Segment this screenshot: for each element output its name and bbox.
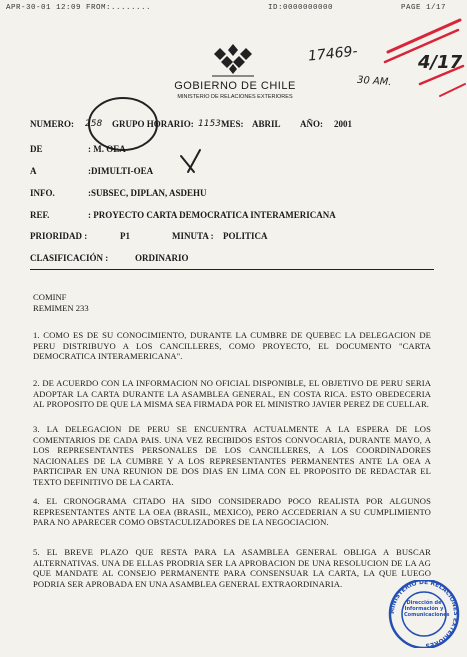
classification-label: CLASIFICACIÓN : <box>30 253 109 263</box>
month-value: ABRIL <box>252 119 281 129</box>
number-label: NUMERO: <box>30 119 74 129</box>
cominf: COMINF <box>33 292 67 302</box>
letterhead-title: GOBIERNO DE CHILE <box>174 80 296 92</box>
handwritten-page-fraction: 4/17 <box>418 52 463 73</box>
letterhead-subtitle: MINISTERIO DE RELACIONES EXTERIORES <box>177 94 293 100</box>
priority-label: PRIORIDAD : <box>30 231 88 241</box>
field-info <box>30 188 207 198</box>
group-value: 1153 <box>198 119 221 129</box>
fax-header-left: APR-30-01 12:09 FROM:........ <box>6 4 152 12</box>
field-label: A <box>30 166 37 176</box>
stamp-center-text: Dirección de Información y Comunicaciones <box>404 600 450 618</box>
handwritten-number: 17469- <box>307 43 359 65</box>
paragraph-4: 4. EL CRONOGRAMA CITADO HA SIDO CONSIDERADO POCO REALISTA POR ALGUNOS REPRESENTANTES ANTE LA OEA (BRASIL, MEXICO), PERO ACCEDERIAN A SU CUMPLIMIENTO PARA NO APARECER COMO OBSTACULIZADORES DE LA NEGOCIACION. <box>33 496 431 528</box>
paragraph-2: 2. DE ACUERDO CON LA INFORMACION NO OFICIAL DISPONIBLE, EL OBJETIVO DE PERU SERIA ADOPTAR LA CARTA DURANTE LA ASAMBLEA GENERAL, EN COSTA RICA. ESTO OBEDECERIA AL PROPOSITO DE QUE LA MISMA SEA FIRMADA POR EL MINISTRO JAVIER PEREZ DE CUELLAR. <box>33 378 431 410</box>
paragraph-3: 3. LA DELEGACION DE PERU SE ENCUENTRA ACTUALMENTE A LA ESPERA DE LOS COMENTARIOS DE CADA PAIS. UNA VEZ RECIBIDOS ESTOS CONVOCARIA, DURANTE MAYO, A LOS REPRESENTANTES PERSONALES DE LOS CANCILLERES, A LOS COORDINADORES NACIONALES DE LA CUMBRE Y A LOS REPRESENTANTES PERMANENTES ANTE LA OEA A PARTICIPAR EN UNA REUNION DE DOS DIAS EN LIMA CON EL PROPOSITO DE REDACTAR EL TEXTO DEFINITIVO DE LA CARTA. <box>33 424 431 487</box>
paragraph-5: 5. EL BREVE PLAZO QUE RESTA PARA LA ASAMBLEA GENERAL OBLIGA A BUSCAR ALTERNATIVAS. UNA DE ELLAS PRODRIA SER LA APROBACION DE UNA RESOLUCION DE LA AG QUE MANDATE AL CONSEJO PERMANENTE PARA CONSENSUAR LA CARTA, LA QUE LUEGO PODRIA SER APROBADA EN UNA ASAMBLEA GENERAL EXTRAORDINARIA. <box>33 547 431 589</box>
month-label: MES: <box>221 119 244 129</box>
field-value: :SUBSEC, DIPLAN, ASDEHU <box>88 188 207 198</box>
priority-value: P1 <box>120 231 130 241</box>
handwritten-time: 30 AM. <box>356 74 392 89</box>
field-label: DE <box>30 144 43 154</box>
handwritten-x-icon <box>176 148 202 174</box>
minuta-value: POLITICA <box>223 231 268 241</box>
priority-line <box>30 231 268 241</box>
field-label: INFO. <box>30 188 55 198</box>
classification-line <box>30 253 189 263</box>
field-ref <box>30 210 336 220</box>
ministry-stamp-icon <box>386 580 462 648</box>
divider <box>30 269 434 270</box>
chile-government-logo-icon <box>210 42 256 78</box>
remimen: REMIMEN 233 <box>33 303 89 313</box>
field-value: : M. OEA <box>88 144 126 154</box>
stamp-ring-text: MINISTERIO DE RELACIONES EXTERIORES <box>388 580 460 648</box>
field-label: REF. <box>30 210 50 220</box>
field-de <box>30 144 126 154</box>
year-value: 2001 <box>334 119 352 129</box>
paragraph-1: 1. COMO ES DE SU CONOCIMIENTO, DURANTE LA CUMBRE DE QUEBEC LA DELEGACION DE PERU DISTRIBUYO A LOS CANCILLERES, COMO PROYECTO, EL DOCUMENTO "CARTA DEMOCRATICA INTERAMERICANA". <box>33 330 431 362</box>
field-a <box>30 166 154 176</box>
letterhead <box>160 80 310 100</box>
field-value: :DIMULTI-OEA <box>88 166 154 176</box>
fax-header-id: ID:0000000000 <box>268 4 334 12</box>
number-value: 258 <box>85 119 103 129</box>
group-label: GRUPO HORARIO: <box>112 119 194 129</box>
field-value: : PROYECTO CARTA DEMOCRATICA INTERAMERICANA <box>88 210 336 220</box>
minuta-label: MINUTA : <box>172 231 214 241</box>
classification-value: ORDINARIO <box>135 253 189 263</box>
year-label: AÑO: <box>300 119 323 129</box>
fax-header-page: PAGE 1/17 <box>401 4 447 12</box>
